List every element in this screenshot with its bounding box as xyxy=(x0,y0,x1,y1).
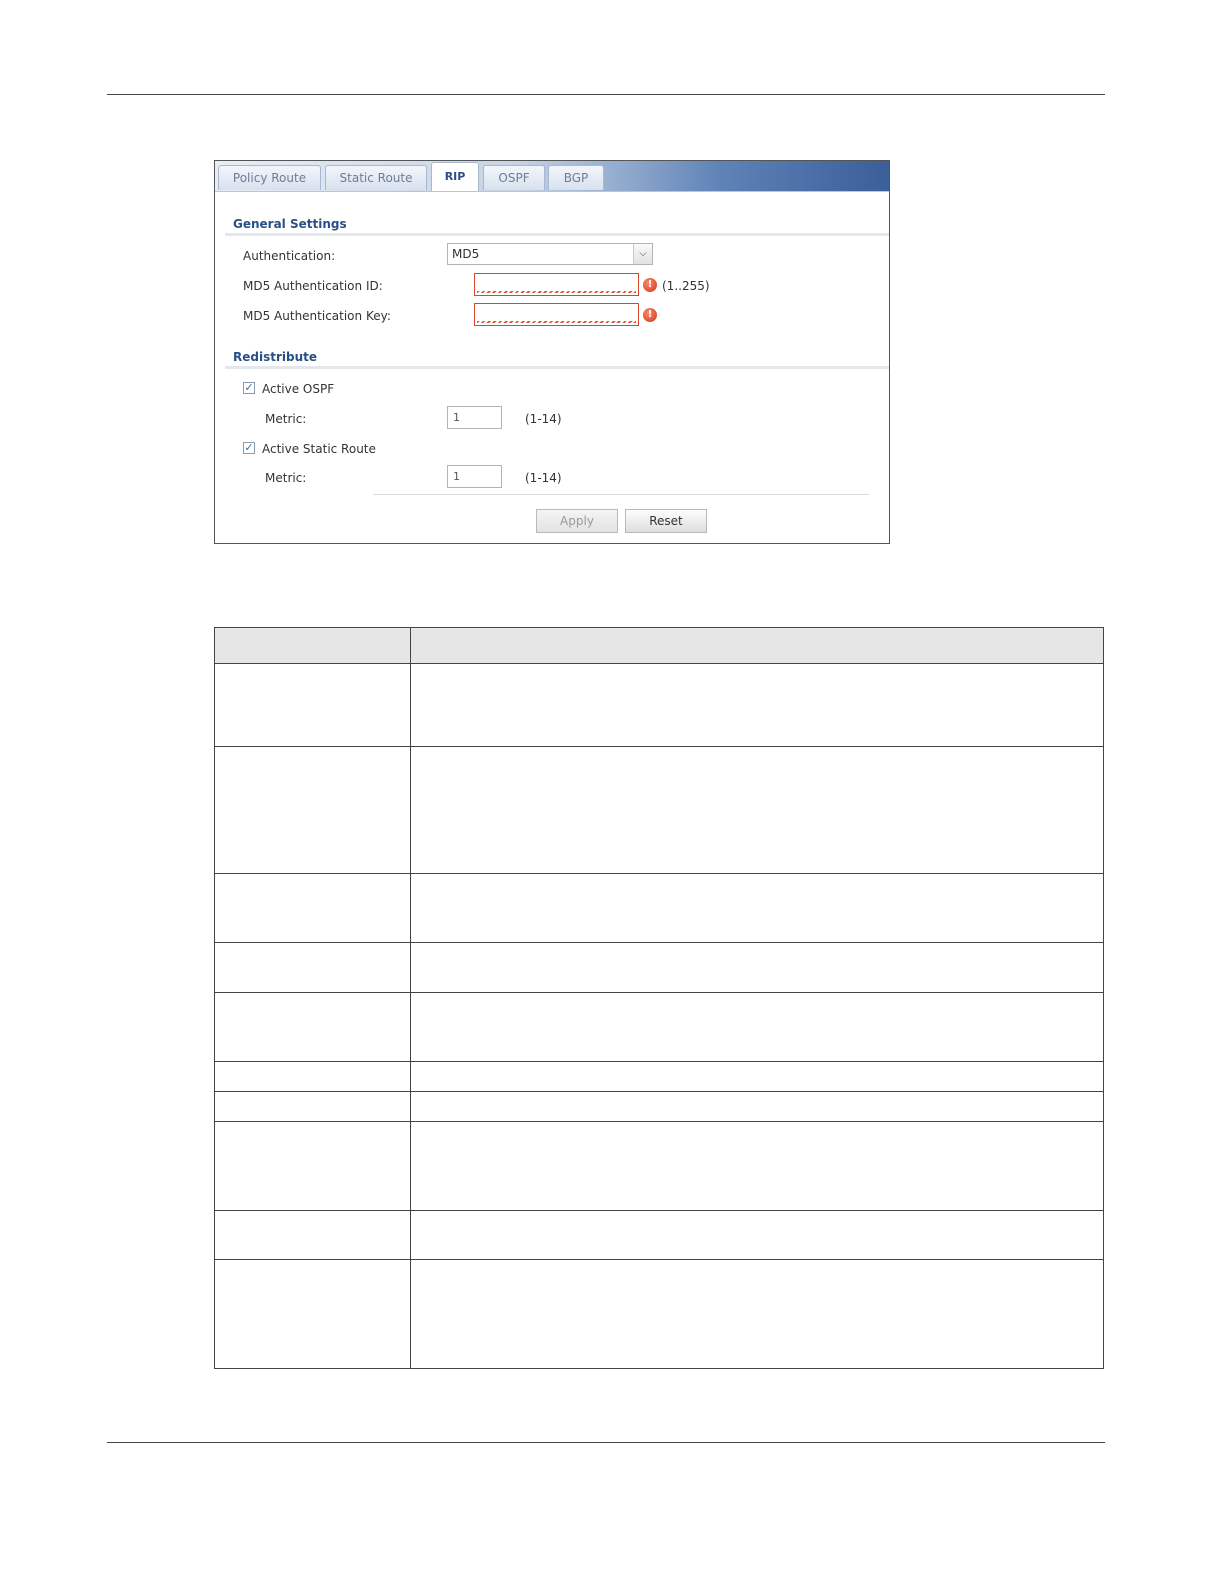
table-row xyxy=(215,1092,1104,1122)
authentication-select[interactable] xyxy=(447,243,653,265)
table-header-row xyxy=(215,628,1104,664)
table-row xyxy=(215,1260,1104,1369)
apply-button[interactable]: Apply xyxy=(536,509,618,533)
ospf-metric-input[interactable]: 1 xyxy=(447,406,502,429)
static-metric-input[interactable]: 1 xyxy=(447,465,502,488)
table-row xyxy=(215,993,1104,1062)
reset-button[interactable]: Reset xyxy=(625,509,707,533)
table-row xyxy=(215,874,1104,943)
general-settings-line xyxy=(225,233,889,236)
header-rule xyxy=(107,94,1105,95)
table-header-cell xyxy=(411,628,1104,664)
field-description-table xyxy=(214,627,1104,1369)
table-row xyxy=(215,1122,1104,1211)
md5-id-hint: (1..255) xyxy=(662,279,710,293)
general-settings-title: General Settings xyxy=(233,217,347,231)
authentication-label: Authentication: xyxy=(243,249,336,263)
tab-static-route[interactable]: Static Route xyxy=(325,165,427,190)
table-row xyxy=(215,747,1104,874)
error-icon: ! xyxy=(643,278,657,292)
redistribute-line xyxy=(225,366,889,369)
active-static-route-checkbox[interactable]: ✓ xyxy=(244,441,254,454)
redistribute-title: Redistribute xyxy=(233,350,317,364)
tab-ospf[interactable]: OSPF xyxy=(483,165,545,190)
rip-screenshot xyxy=(214,160,890,544)
active-static-route-label: Active Static Route xyxy=(262,442,376,456)
button-divider xyxy=(373,494,869,495)
tab-bgp[interactable]: BGP xyxy=(548,165,604,190)
md5-key-label: MD5 Authentication Key: xyxy=(243,309,391,323)
active-ospf-checkbox[interactable]: ✓ xyxy=(244,381,254,394)
error-icon: ! xyxy=(643,308,657,322)
tab-bar xyxy=(215,161,889,192)
tab-rip[interactable]: RIP xyxy=(431,162,479,191)
footer-rule xyxy=(107,1442,1105,1443)
tab-policy-route[interactable]: Policy Route xyxy=(218,165,321,190)
authentication-select-value: MD5 xyxy=(452,247,480,261)
table-row xyxy=(215,664,1104,747)
chevron-down-icon[interactable]: ⌵ xyxy=(633,244,652,264)
md5-key-input[interactable] xyxy=(474,303,639,326)
table-row xyxy=(215,943,1104,993)
md5-id-label: MD5 Authentication ID: xyxy=(243,279,383,293)
static-metric-hint: (1-14) xyxy=(525,471,562,485)
md5-id-input[interactable] xyxy=(474,273,639,296)
table-row xyxy=(215,1062,1104,1092)
ospf-metric-hint: (1-14) xyxy=(525,412,562,426)
static-metric-label: Metric: xyxy=(265,471,307,485)
table-header-cell xyxy=(215,628,411,664)
active-ospf-label: Active OSPF xyxy=(262,382,335,396)
ospf-metric-label: Metric: xyxy=(265,412,307,426)
table-row xyxy=(215,1211,1104,1260)
